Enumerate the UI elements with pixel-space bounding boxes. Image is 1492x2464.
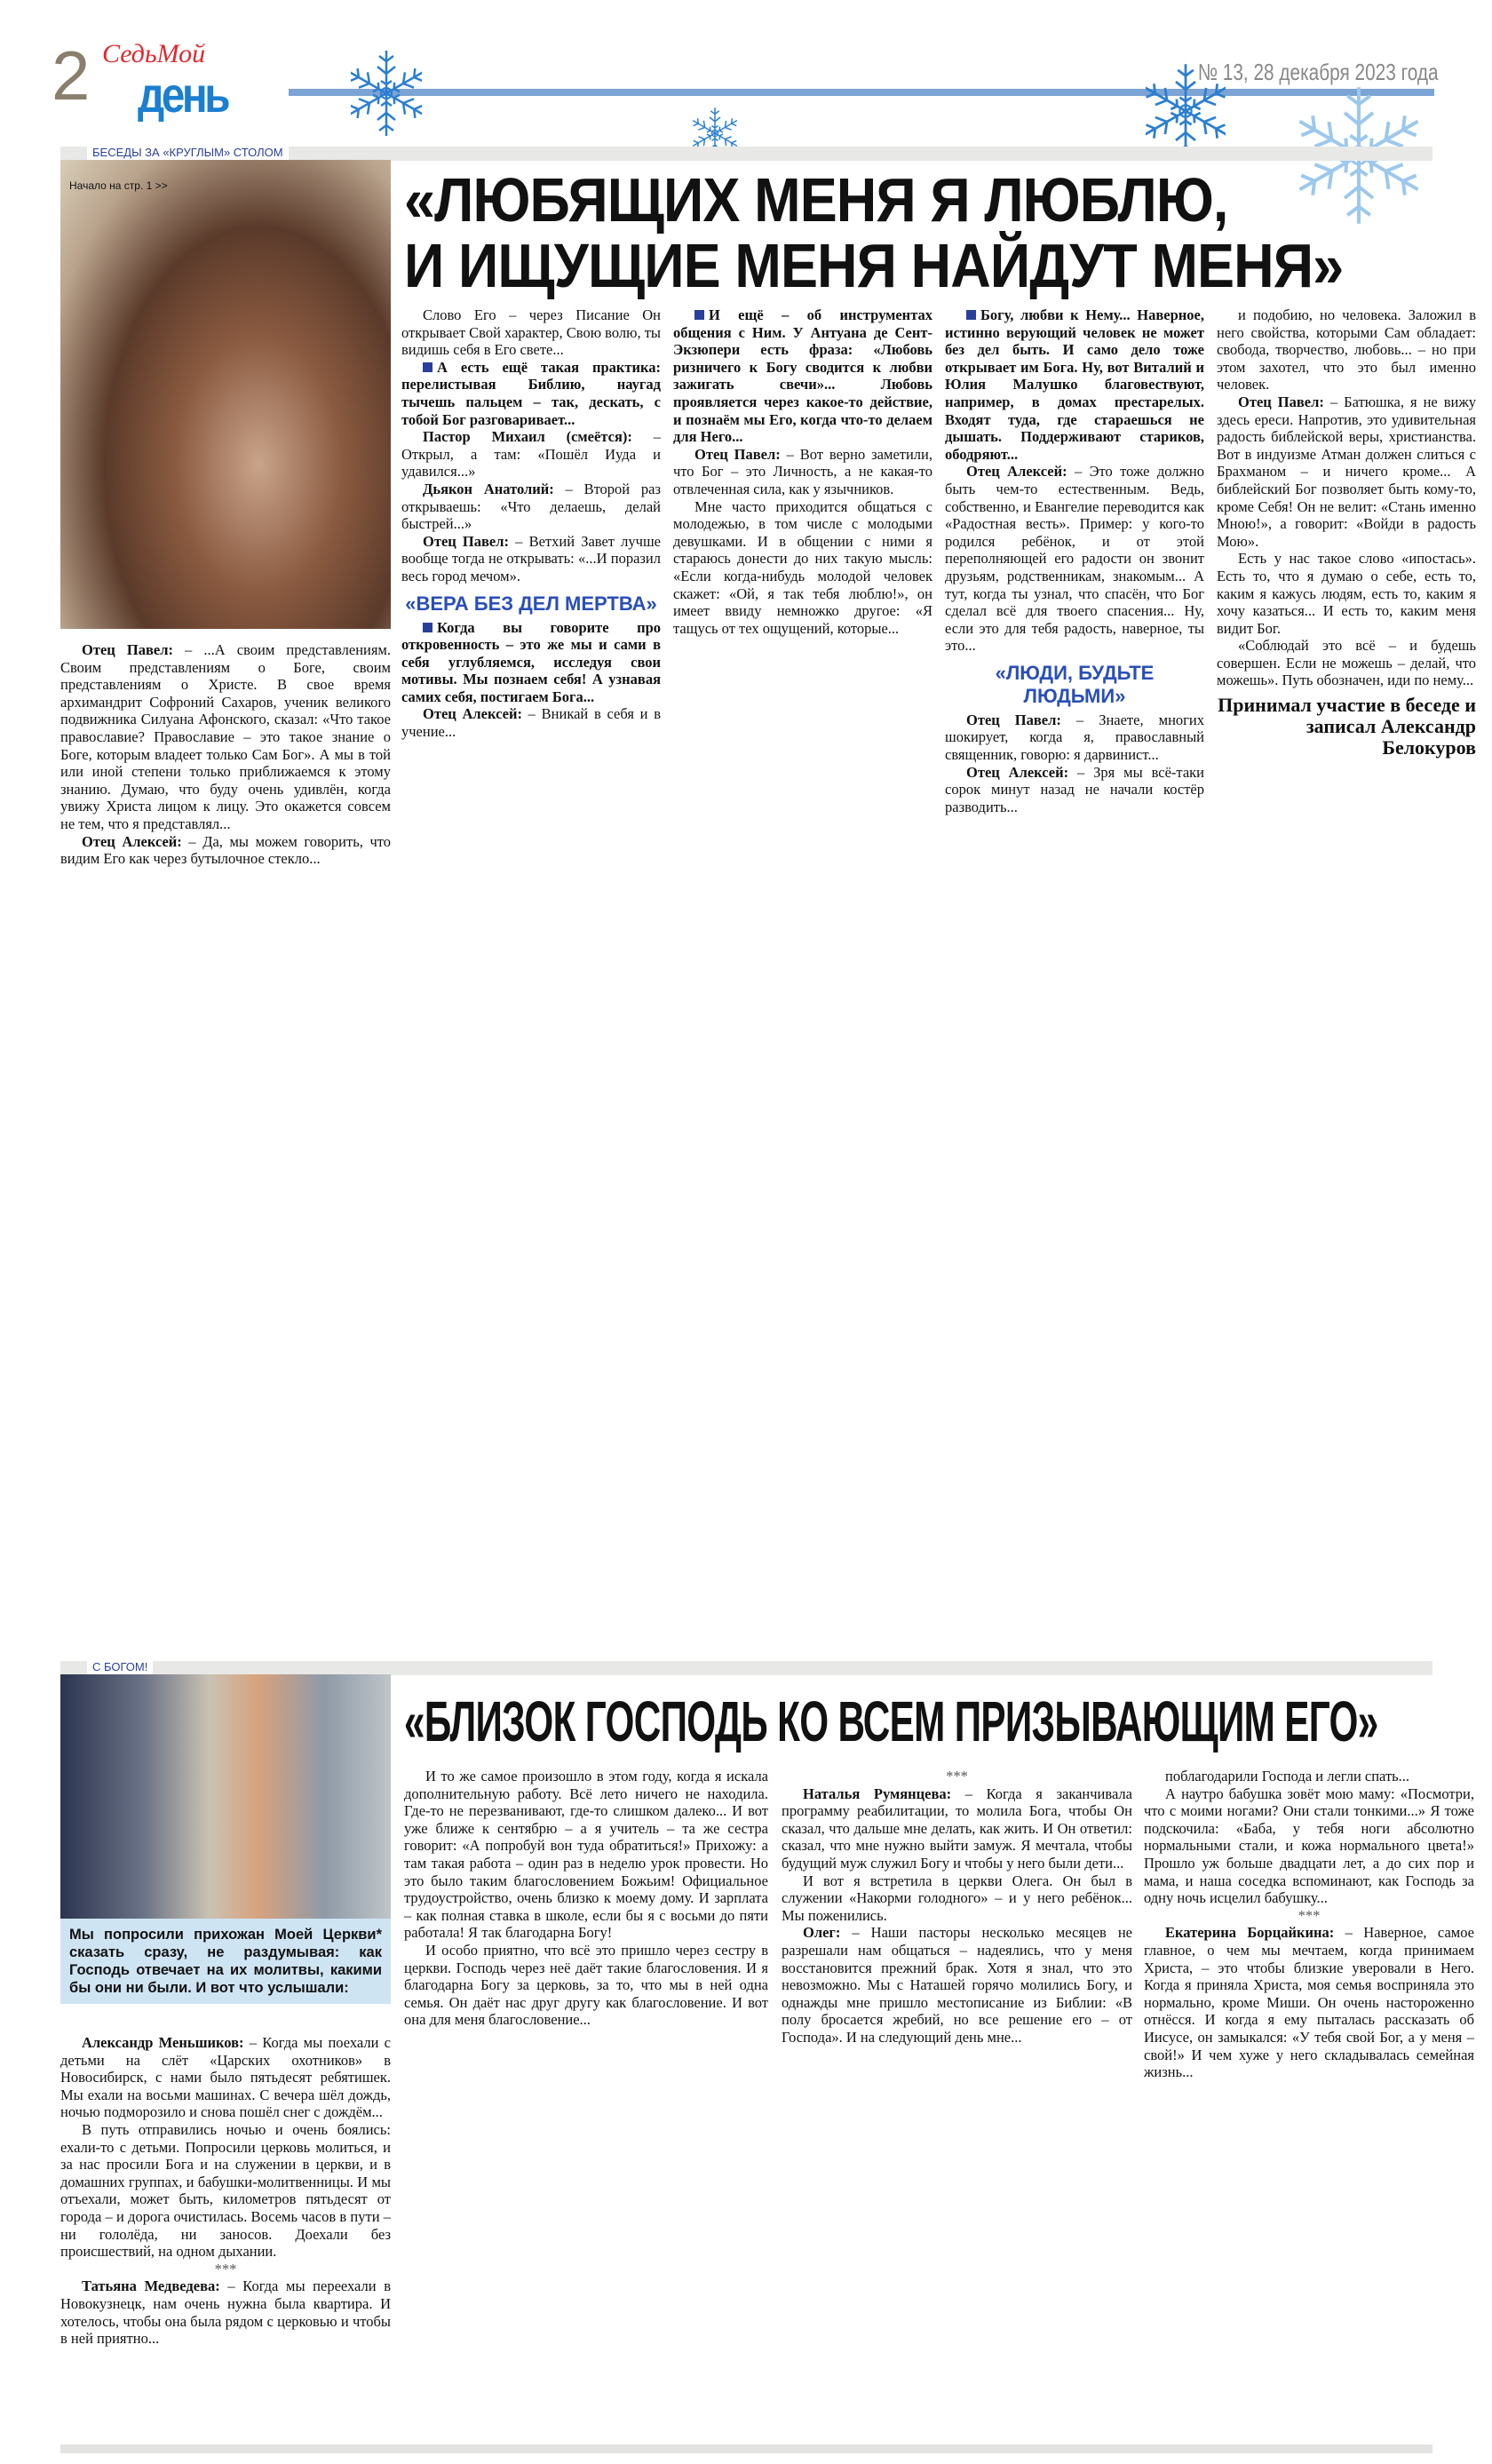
paragraph <box>782 1924 1132 2046</box>
paragraph <box>60 833 391 868</box>
interviewer-question <box>673 306 932 446</box>
speaker-name: Отец Алексей: <box>966 763 1069 781</box>
newspaper-logo <box>98 41 275 123</box>
paragraph-text: – Ветхий Завет лучше вообще тогда не открывать: «...И поразил весь город мечом». <box>401 532 661 584</box>
paragraph <box>404 1942 768 2029</box>
paragraph <box>945 764 1204 816</box>
article-column <box>404 1768 768 2029</box>
headline-line: «ЛЮБЯЩИХ МЕНЯ Я ЛЮБЛЮ, <box>404 165 1228 234</box>
paragraph <box>1144 1785 1474 1907</box>
paragraph-text: – Знаете, многих шокирует, когда я, православный священник, говорю: я дарвинист... <box>945 711 1204 764</box>
speaker-name: Дьякон Анатолий: <box>423 480 554 497</box>
page-number: 2 <box>52 36 91 115</box>
paragraph <box>60 641 391 833</box>
paragraph-text: – Когда мы поехали с детьми на слёт «Царских охотников» в Новосибирск, с нами было пятьдесят ребятишек. Мы ехали на восьми машинах. С вечера шёл дождь, ночью подморозило и снова пошёл снег с дождём... <box>60 2034 392 2121</box>
paragraph-text: А есть ещё такая практика: перелистывая Библию, наугад тычешь пальцем – так, дескать, с тобой Бог разговаривает... <box>401 358 661 428</box>
byline: Принимал участие в беседе и записал Александр Белокуров <box>1218 694 1476 759</box>
paragraph-text: Когда вы говорите про откровенность – это же мы и сами в себя углубляемся, исследуя свои мотивы. Мы познаем себя! А узнавая самих себя, постигаем Бога... <box>401 618 661 705</box>
article-column <box>1217 306 1476 759</box>
speaker-name: Отец Павел: <box>966 711 1061 728</box>
article-photo <box>60 1674 391 1919</box>
speaker-name: Отец Павел: <box>1238 393 1324 410</box>
paragraph <box>945 463 1204 655</box>
paragraph <box>1217 393 1476 550</box>
snowflake-icon <box>351 36 422 151</box>
interviewer-question <box>401 619 661 706</box>
section-label: С БОГОМ! <box>87 1660 153 1674</box>
interviewer-question <box>945 306 1204 463</box>
speaker-name: Татьяна Медведева: <box>82 2277 220 2295</box>
paragraph-text: – Второй раз открываешь: «Что делаешь, делай быстрей...» <box>401 480 662 533</box>
speaker-name: Наталья Румянцева: <box>803 1784 952 1802</box>
article-photo <box>60 160 391 629</box>
separator: *** <box>214 2260 237 2277</box>
paragraph <box>782 1785 1132 1872</box>
paragraph <box>401 306 661 359</box>
paragraph-text: поблагодарили Господа и легли спать... <box>1165 1768 1410 1784</box>
article-headline <box>404 167 1448 298</box>
paragraph <box>1217 306 1476 393</box>
speaker-name: Екатерина Борцайкина: <box>1165 1924 1335 1942</box>
article-column <box>60 641 391 868</box>
issue-date: № 13, 28 декабря 2023 года <box>1198 59 1439 85</box>
paragraph <box>1217 637 1476 689</box>
paragraph-text: А наутро бабушка зовёт мою маму: «Посмотри, что с моими ногами? Они стали тонкими...» Я тоже подскочила: «Баба, у тебя ноги абсолютно нормальными стали, и кожа нормального цвета!» Прошло уж больше двадцати лет, а до сих пор и мама, и наша соседка вспоминают, как Господь за одну ночь исцелил бабушку... <box>1144 1784 1474 1907</box>
section-bar <box>60 147 1432 161</box>
article-column <box>782 1768 1132 2047</box>
subheading: «ЛЮДИ, БУДЬТЕ ЛЮДЬМИ» <box>995 661 1155 707</box>
speaker-name: Отец Павел: <box>694 445 781 463</box>
paragraph <box>1217 550 1476 637</box>
article-column <box>673 306 932 637</box>
paragraph-text: И то же самое произошло в этом году, когда я искала дополнительную работу. Всё лето ничего не находила. Где-то не перезванивают, где-то слишком далеко... И вот уже ближе к сентябрю – а я учитель – та же сестра говорит: «А попробуй вон туда обратиться!» Прихожу: а там такая работа – один раз в неделю урок провести. Но это было таким благословением Божьим! Официальное трудоустройство, очень близко к моему дому. И зарплата – как полная ставка в школе, если бы я с восьми до пяти работала! Я так благодарна Богу! <box>404 1768 768 1942</box>
header-divider <box>289 89 1434 96</box>
lead-box: Мы попросили прихожан Моей Церкви* сказать сразу, не раздумывая: как Господь отвечает на их молитвы, какими бы они ни были. И вот что услышали: <box>60 1919 391 2004</box>
paragraph-text: Мне часто приходится общаться с молодежью, в том числе с молодыми девушками. И в общении с ними я стараюсь донести до них такую мысль: «Если когда-нибудь молодой человек скажет: «Ой, я так тебя люблю!», он имеет ввиду немножко другое: «Я тащусь от тех ощущений, которые... <box>673 497 932 637</box>
paragraph <box>60 2277 391 2347</box>
paragraph-text: – Когда я заканчивала программу реабилитации, то молила Бога, чтобы Он сказал, что дальше мне делать, как жить. И Он ответил: сказал, что мне нужно выйти замуж. Я мечтала, чтобы будущий муж служил Богу и чтобы у него были дети... <box>782 1784 1132 1872</box>
paragraph <box>782 1872 1132 1925</box>
paragraph <box>401 481 661 533</box>
speaker-name: Отец Алексей: <box>423 705 522 723</box>
paragraph <box>404 1768 768 1942</box>
logo-top-text: СедьМой <box>102 39 206 68</box>
speaker-name: Отец Павел: <box>82 641 173 658</box>
paragraph-text: – Когда мы переехали в Новокузнецк, нам очень нужна была квартира. И хотелось, чтобы она была рядом с церковью и чтобы в ней приятно... <box>60 2277 391 2348</box>
paragraph-text: – ...А своим представлениям. Своим представлениям о Боге, своим представлениям о Христе. В свое время архимандрит Софроний Сахаров, ученик великого подвижника Силуана Афонского, сказал: «Что такое православие? Православие – это такое знание о Боге, которым владеет только Сам Бог». А мы в той или иной степени только приближаемся к этому знанию. Думаю, что буду очень удивлён, когда увижу Христа лицом к лицу. Это окажется совсем не тем, что я представлял... <box>60 641 392 832</box>
paragraph <box>1144 1768 1474 1785</box>
paragraph <box>673 446 932 498</box>
logo-bottom-text: день <box>138 67 228 123</box>
separator: *** <box>946 1768 968 1784</box>
paragraph-text: Слово Его – через Писание Он открывает Свой характер, Свою волю, ты видишь себя в Его свете... <box>401 306 662 359</box>
paragraph-text: – Наверное, самое главное, о чем мы мечтаем, когда принимаем Христа, – это чтобы близкие уверовали в Него. Когда я приняла Христа, моя семья восприняла это нормально, кроме Миши. Он очень настороженно отнёсся. И когда я ему пыталась рассказать об Иисусе, он замыкался: «У тебя свой Бог, а у меня – свой!» И чем хуже у него складывалась семейная жизнь... <box>1144 1924 1474 2081</box>
paragraph <box>673 498 932 638</box>
paragraph-text: – Да, мы можем говорить, что видим Его как через бутылочное стекло... <box>60 832 391 868</box>
paragraph-text: – Открыл, а там: «Пошёл Иуда и удавился...» <box>401 428 661 481</box>
paragraph <box>945 711 1204 764</box>
article-column <box>945 306 1204 815</box>
speaker-name: Отец Павел: <box>423 532 510 550</box>
paragraph-text: – Зря мы всё-таки сорок минут назад не начали костёр разводить... <box>945 763 1204 815</box>
paragraph-text: И вот я встретила в церкви Олега. Он был в служении «Накорми голодного» – и у него ребёнок... Мы поженились. <box>782 1872 1132 1924</box>
paragraph-text: – Батюшка, я не вижу здесь ереси. Напротив, это удивительная радость библейской веры, христианства. Вот в индуизме Атман должен слиться с Брахманом – и ничего кроме... А библейский Бог позволяет быть кому-то, кроме Себя! Он не велит: «Стань именно Мною!», а говорит: «Войди в радость Мою». <box>1217 393 1477 550</box>
headline-line: «БЛИЗОК ГОСПОДЬ КО ВСЕМ ПРИЗЫВАЮЩИМ ЕГО» <box>404 1689 1378 1753</box>
paragraph <box>401 428 661 481</box>
paragraph-text: Богу, любви к Нему... Наверное, истинно верующий человек не может без дел быть. И само дело тоже открывает им Бога. Ну, вот Виталий и Юлия Малушко благовествуют, например, в домах престарелых. Входят туда, где стараешься не дышать. Поддерживают стариков, ободряют... <box>945 306 1204 463</box>
paragraph-text: – Вот верно заметили, что Бог – это Личность, а не какая-то отвлеченная сила, как у язычников. <box>673 445 932 497</box>
headline-line: И ИЩУЩИЕ МЕНЯ НАЙДУТ МЕНЯ» <box>404 231 1344 300</box>
speaker-name: Александр Меньшиков: <box>82 2034 244 2051</box>
speaker-name: Пастор Михаил (смеётся): <box>423 428 632 446</box>
article-column <box>401 306 661 741</box>
speaker-name: Олег: <box>803 1924 841 1942</box>
article-headline <box>404 1689 1492 1753</box>
paragraph-text: И особо приятно, что всё это пришло через сестру в церкви. Господь через неё даёт такие благословения. И я благодарна Богу за церковь, за то, что мы в ней одна семья. Он даёт нас друг другу как благословение. И вот она для меня благословение... <box>404 1941 768 2029</box>
section-bar <box>60 1661 1432 1675</box>
paragraph-text: – Вникай в себя и в учение... <box>401 705 662 741</box>
paragraph-text: – Это тоже должно быть чем-то естественным. Ведь, собственно, и Евангелие переводится как «Радостная весть». Пример: у кого-то родился ребёнок, и от этой переполняющей его радости он звонит друзьям, родственникам, знакомым... А тут, когда ты узнал, что спасён, что Бог сделал всё для твоего спасения... Ну, если это для тебя радость, наверное, ты это... <box>945 463 1204 655</box>
subheading: «ВЕРА БЕЗ ДЕЛ МЕРТВА» <box>405 592 657 615</box>
separator: *** <box>1298 1906 1321 1924</box>
paragraph-text: В путь отправились ночью и очень боялись: ехали-то с детьми. Попросили церковь молиться, и за нас просили Бога и на служении в церкви, и в домашних группах, и бабушки-молитвенницы. И мы отъехали, может быть, километров пятьдесят от города – и дорога очистилась. Восемь часов в пути – ни гололёда, ни заносов. Доехали без происшествий, на одном дыхании. <box>60 2120 391 2261</box>
paragraph <box>1144 1924 1474 2080</box>
speaker-name: Отец Алексей: <box>966 463 1067 481</box>
paragraph-text: Есть у нас такое слово «ипостась». Есть то, что я думаю о себе, есть то, каким я кажусь людям, есть то, каким я хочу казаться... И есть то, каким меня видит Бог. <box>1217 550 1476 637</box>
paragraph-text: – Наши пасторы несколько месяцев не разрешали нам общаться – надеялись, что у меня восстановится прежний брак. Хотя я знал, что это невозможно. Мы с Наташей горячо молились Богу, и однажды мне пришло местописание из Библии: «В полу бросается жребий, но все решение его – от Господа». И на следующий день мне... <box>782 1924 1132 2046</box>
paragraph-text: и подобию, но человека. Заложил в него свойства, которыми Сам обладает: свобода, творчество, любовь... – но при этом захотел, что это был именно человек. <box>1217 306 1476 393</box>
paragraph-text: И ещё – об инструментах общения с Ним. У Антуана де Сент-Экзюпери есть фраза: «Любовь ризничего к Богу сводится к любви зажигать свечи»... Любовь проявляется через какое-то действие, и познаём мы Его, когда что-то делаем для Него... <box>673 306 932 446</box>
paragraph-text: «Соблюдай это всё – и будешь совершен. Если не можешь – делай, что можешь». Путь обозначен, иди по нему... <box>1217 637 1476 689</box>
paragraph <box>60 2034 391 2121</box>
article-column <box>1144 1768 1474 2081</box>
interviewer-question <box>401 359 661 428</box>
article-column <box>60 2034 391 2348</box>
footer-bar <box>60 2444 1432 2453</box>
paragraph <box>60 2121 391 2261</box>
speaker-name: Отец Алексей: <box>82 832 182 850</box>
paragraph <box>401 533 661 585</box>
paragraph <box>401 705 661 740</box>
continued-note: Начало на стр. 1 >> <box>69 179 168 192</box>
section-label: БЕСЕДЫ ЗА «КРУГЛЫМ» СТОЛОМ <box>87 146 289 160</box>
